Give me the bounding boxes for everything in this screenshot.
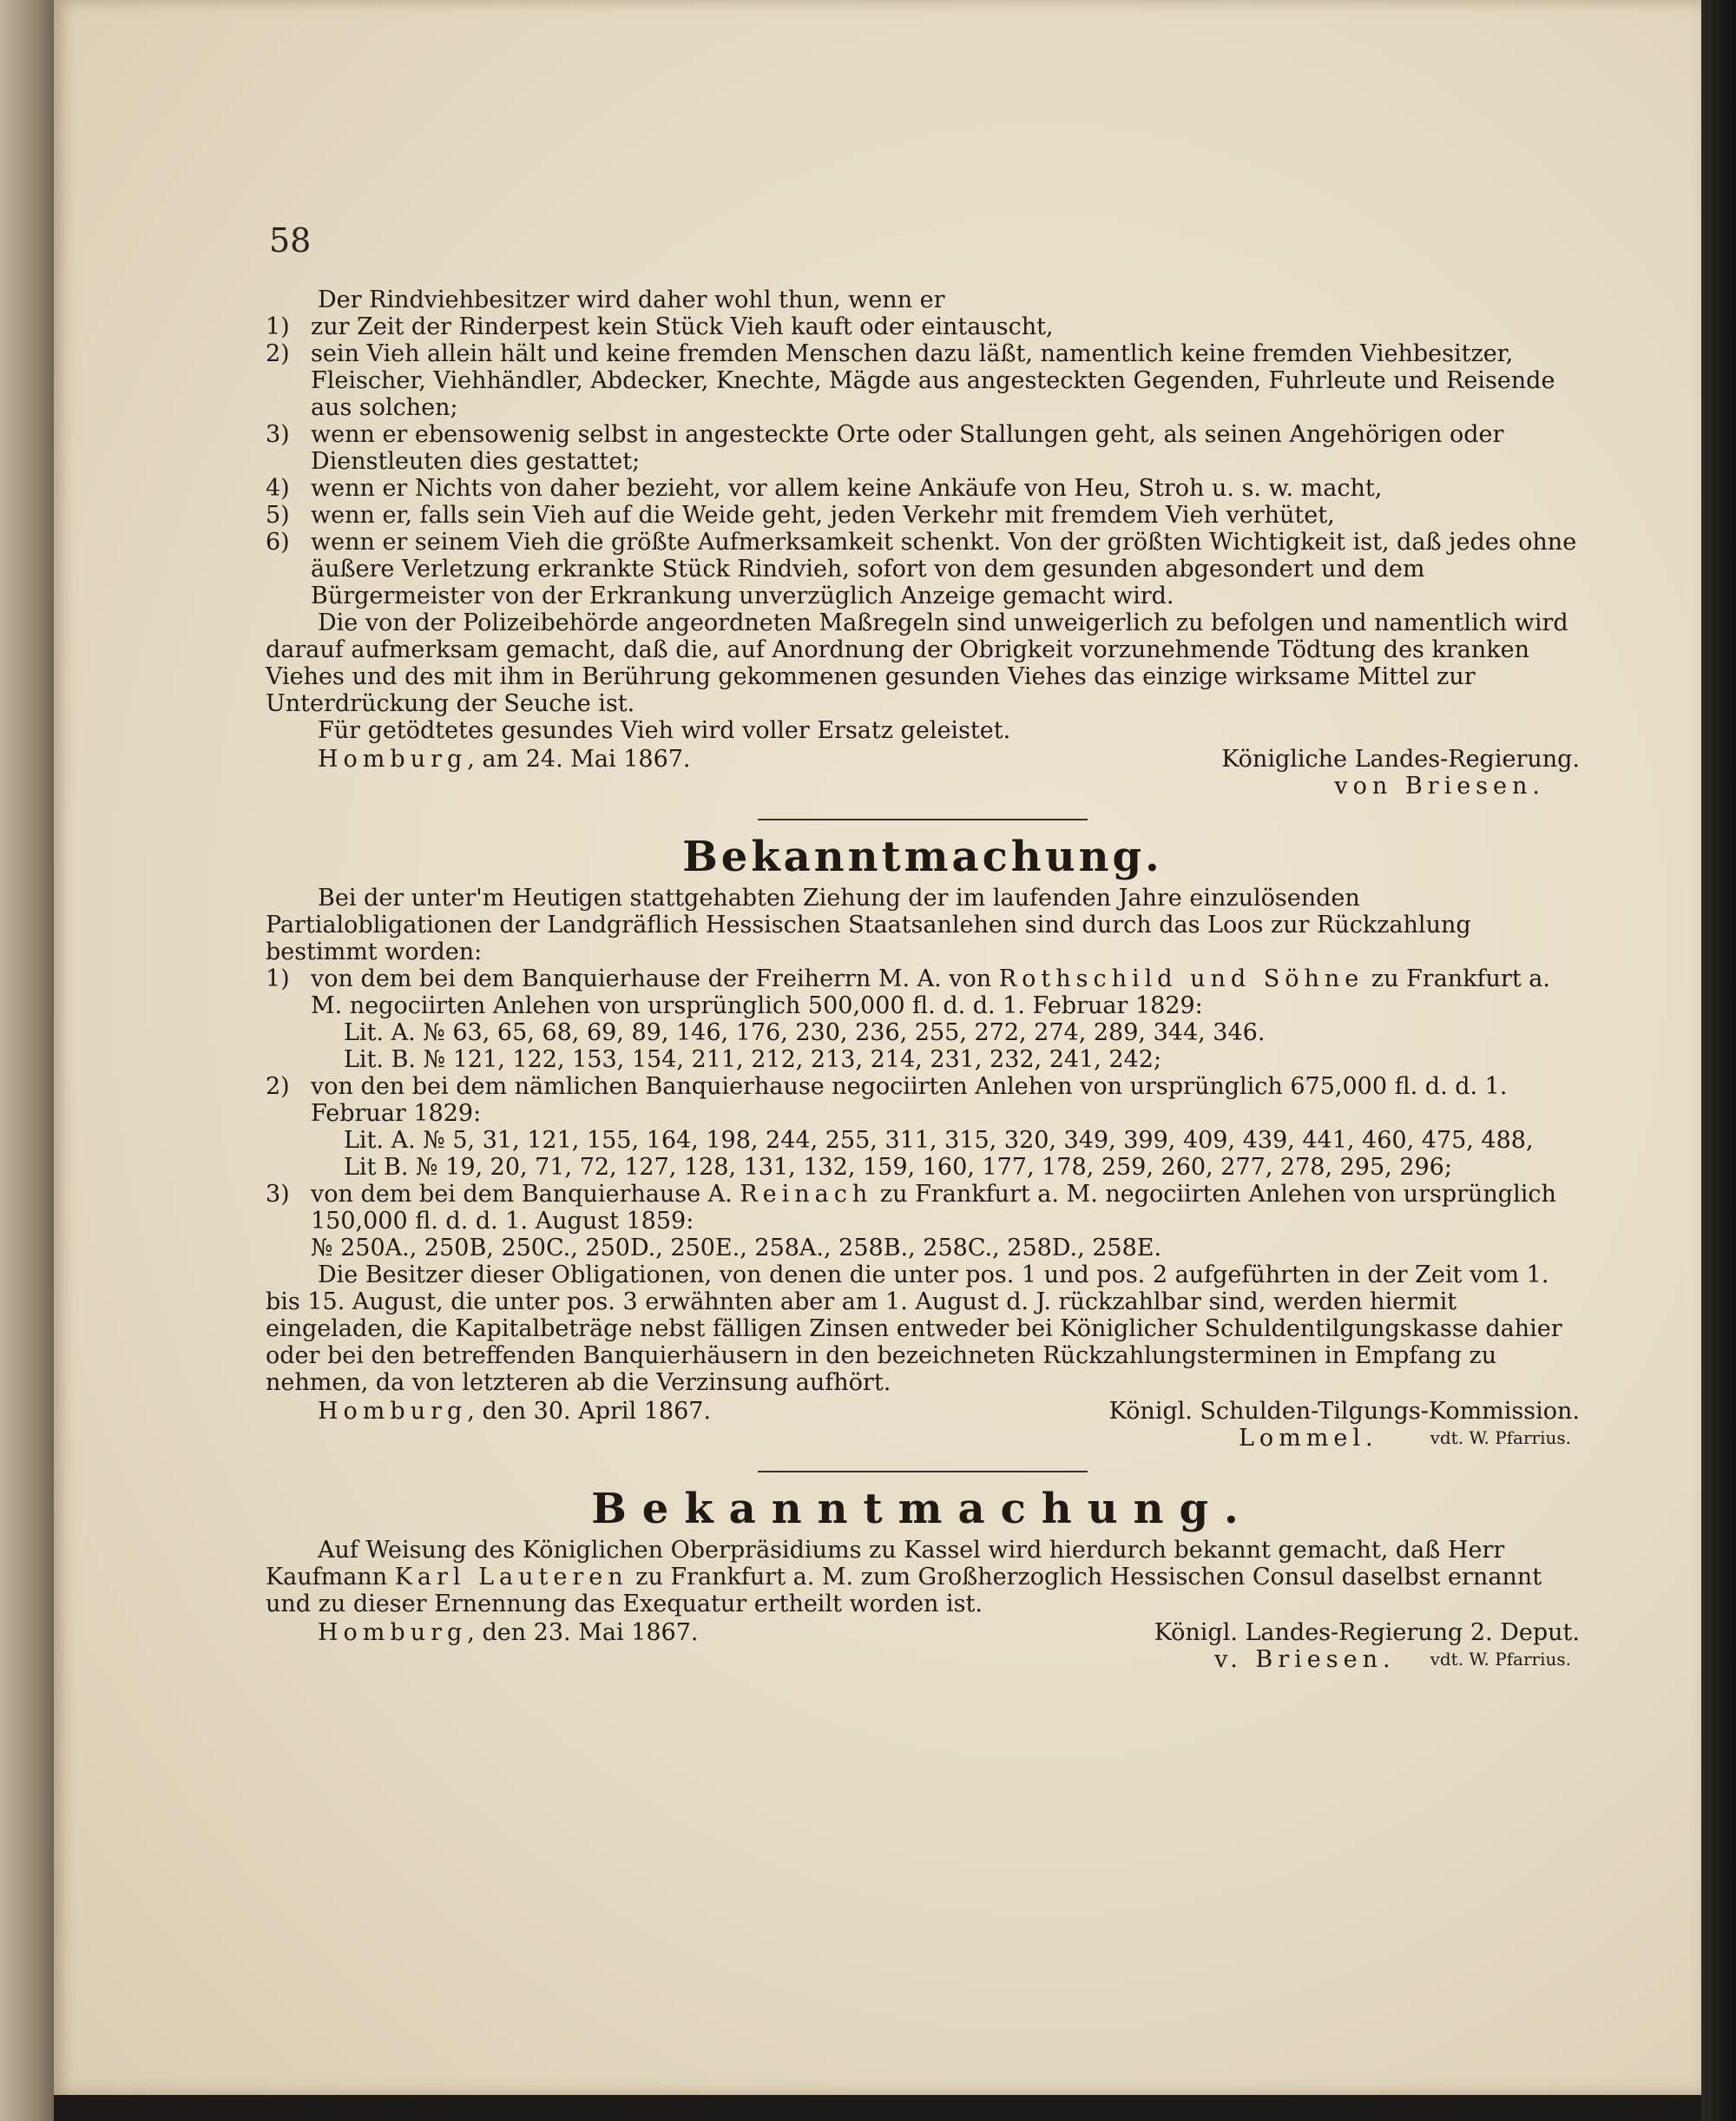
list-item bbox=[266, 529, 1580, 609]
book-binding bbox=[0, 0, 54, 2121]
place-date bbox=[318, 1398, 711, 1425]
list-item bbox=[266, 1073, 1580, 1127]
section1-signature-row bbox=[266, 746, 1580, 773]
lit-b-numbers: Lit. B. № 121, 122, 153, 154, 211, 212, 213, 214, 231, 232, 241, 242; bbox=[344, 1046, 1162, 1073]
section-cattle-plague bbox=[266, 287, 1580, 800]
section1-paragraph: Die von der Polizeibehörde angeordneten Maßregeln sind unweigerlich zu befolgen und namentlich wird darauf aufmerksam gemacht, daß die, auf Anordnung der Obrigkeit vorzunehmende Tödtung des kranken Viehes und des mit ihm in Berührung gekommenen gesunden Viehes das einzige wirksame Mittel zur Unterdrückung der Seuche ist. bbox=[266, 609, 1568, 717]
lit-b-numbers: Lit B. № 19, 20, 71, 72, 127, 128, 131, 132, 159, 160, 177, 178, 259, 260, 277, 278, 295, 296; bbox=[344, 1154, 1452, 1181]
text-part: Auf Weisung des Königlichen Oberpräsidiums zu Kassel wird hierdurch bekannt gemacht, daß Herr Kaufmann bbox=[266, 1537, 1505, 1591]
list-item bbox=[266, 965, 1580, 1019]
list-number: 5) bbox=[266, 502, 290, 529]
lit-a-numbers: Lit. A. № 63, 65, 68, 69, 89, 146, 176, 230, 236, 255, 272, 274, 289, 344, 346. bbox=[344, 1019, 1266, 1046]
list-text bbox=[311, 965, 1580, 1019]
page-content bbox=[266, 287, 1580, 1676]
section-heading: Bekanntmachung. bbox=[591, 1485, 1254, 1533]
page-number: 58 bbox=[269, 221, 312, 260]
section-consul bbox=[266, 1485, 1580, 1673]
vdt-note: vdt. W. Pfarrius. bbox=[1430, 1649, 1571, 1670]
signer: von Briesen. bbox=[1334, 773, 1545, 800]
list-number: 3) bbox=[266, 421, 290, 448]
section2-paragraph: Die Besitzer dieser Obligationen, von denen die unter pos. 1 und pos. 2 aufgeführten in der Zeit vom 1. bis 15. August, die unter pos. 3 erwähnten aber am 1. August d. J. rückzahlbar sind, werden hiermit eingeladen, die Kapitalbeträge nebst fälligen Zinsen entweder bei Königlicher Schuldentilgungskasse dahier oder bei den betreffenden Banquierhäusern in den bezeichneten Rückzahlungsterminen in Empfang zu nehmen, da von letzteren ab die Verzinsung aufhört. bbox=[266, 1261, 1562, 1396]
list-number: 2) bbox=[266, 340, 290, 367]
list-text: von den bei dem nämlichen Banquierhause negociirten Anlehen von ursprünglich 675,000 fl. d. d. 1. Februar 1829: bbox=[311, 1073, 1508, 1127]
section3-paragraph bbox=[266, 1537, 1580, 1617]
list-item bbox=[266, 502, 1580, 529]
text-part: zu Frankfurt a. M. negociirten Anlehen von ursprünglich 500,000 fl. d. d. 1. Februar 1829: bbox=[311, 965, 1550, 1019]
list-number: 4) bbox=[266, 475, 290, 502]
bank-name: Reinach bbox=[740, 1181, 873, 1208]
date: , den 30. April 1867. bbox=[467, 1398, 712, 1425]
list-text: zur Zeit der Rinderpest kein Stück Vieh kauft oder eintauscht, bbox=[311, 313, 1054, 340]
text-part: von dem bei dem Banquierhause der Freiherrn M. A. von bbox=[311, 965, 999, 992]
list-item bbox=[266, 340, 1580, 421]
date: , den 23. Mai 1867. bbox=[467, 1619, 699, 1646]
authority: Königl. Landes-Regierung 2. Deput. bbox=[1154, 1619, 1580, 1646]
section2-intro: Bei der unter'm Heutigen stattgehabten Ziehung der im laufenden Jahre einzulösenden Partialobligationen der Landgräflich Hessischen Staatsanlehen sind durch das Loos zur Rückzahlung bestimmt worden: bbox=[266, 885, 1471, 965]
place-name: Homburg bbox=[318, 1619, 468, 1646]
list-number: 2) bbox=[266, 1073, 290, 1100]
section-bond-drawing bbox=[266, 833, 1580, 1452]
place-date bbox=[318, 1619, 698, 1646]
section3-signature-row bbox=[266, 1619, 1580, 1646]
list-item bbox=[266, 421, 1580, 475]
signer-row bbox=[266, 1425, 1580, 1452]
bond-numbers: № 250A., 250B, 250C., 250D., 250E., 258A., 258B., 258C., 258D., 258E. bbox=[311, 1235, 1162, 1261]
section1-intro: Der Rindviehbesitzer wird daher wohl thun, wenn er bbox=[318, 287, 945, 313]
signer: Lommel. bbox=[1238, 1425, 1378, 1452]
section2-signature-row bbox=[266, 1398, 1580, 1425]
lit-a-numbers: Lit. A. № 5, 31, 121, 155, 164, 198, 244, 255, 311, 315, 320, 349, 399, 409, 439, 441, 460, 475, 488, bbox=[344, 1127, 1534, 1154]
list-item bbox=[266, 1181, 1580, 1235]
list-text: wenn er, falls sein Vieh auf die Weide geht, jeden Verkehr mit fremdem Vieh verhütet, bbox=[311, 502, 1335, 529]
list-text: wenn er Nichts von daher bezieht, vor allem keine Ankäufe von Heu, Stroh u. s. w. macht, bbox=[311, 475, 1383, 502]
list-text: wenn er seinem Vieh die größte Aufmerksamkeit schenkt. Von der größten Wichtigkeit ist, daß jedes ohne äußere Verletzung erkrankte Stück Rindvieh, sofort von dem gesunden abgesondert und dem Bürgermeister von der Erkrankung unverzüglich Anzeige gemacht wird. bbox=[311, 529, 1577, 609]
bank-name: Rothschild und Söhne bbox=[998, 965, 1364, 992]
text-part: von dem bei dem Banquierhause A. bbox=[311, 1181, 740, 1208]
list-number: 1) bbox=[266, 313, 290, 340]
place-name: Homburg bbox=[318, 1398, 468, 1425]
date: , am 24. Mai 1867. bbox=[467, 746, 691, 773]
list-number: 6) bbox=[266, 529, 290, 556]
list-number: 1) bbox=[266, 965, 290, 992]
text-part: zu Frankfurt a. M. zum Großherzoglich Hessischen Consul daselbst ernannt und zu dieser Ernennung das Exequatur ertheilt worden ist. bbox=[266, 1564, 1542, 1617]
text-part: zu Frankfurt a. M. negociirten Anlehen von ursprünglich 150,000 fl. d. d. 1. August 1859: bbox=[311, 1181, 1556, 1235]
list-text: wenn er ebensowenig selbst in angesteckte Orte oder Stallungen geht, als seinen Angehörigen oder Dienstleuten dies gestattet; bbox=[311, 421, 1504, 475]
list-item bbox=[266, 313, 1580, 340]
section-heading: Bekanntmachung. bbox=[682, 833, 1163, 881]
authority: Königl. Schulden-Tilgungs-Kommission. bbox=[1108, 1398, 1580, 1425]
list-item bbox=[266, 475, 1580, 502]
signer-row bbox=[266, 1646, 1580, 1673]
page-edge-shadow bbox=[1701, 0, 1736, 2121]
person-name: Karl Lauteren bbox=[394, 1564, 628, 1591]
authority: Königliche Landes-Regierung. bbox=[1221, 746, 1580, 773]
signer: v. Briesen. bbox=[1214, 1646, 1396, 1673]
list-text: sein Vieh allein hält und keine fremden Menschen dazu läßt, namentlich keine fremden Viehbesitzer, Fleischer, Viehhändler, Abdecker, Knechte, Mägde aus angesteckten Gegenden, Fuhrleute und Reisende aus solchen; bbox=[311, 340, 1555, 421]
place-name: Homburg bbox=[318, 746, 468, 773]
list-text bbox=[311, 1181, 1580, 1235]
divider bbox=[758, 1471, 1088, 1472]
vdt-note: vdt. W. Pfarrius. bbox=[1430, 1427, 1571, 1448]
list-number: 3) bbox=[266, 1181, 290, 1208]
place-date bbox=[318, 746, 691, 773]
divider bbox=[758, 819, 1088, 820]
section1-compensation: Für getödtetes gesundes Vieh wird voller Ersatz geleistet. bbox=[318, 717, 1011, 744]
